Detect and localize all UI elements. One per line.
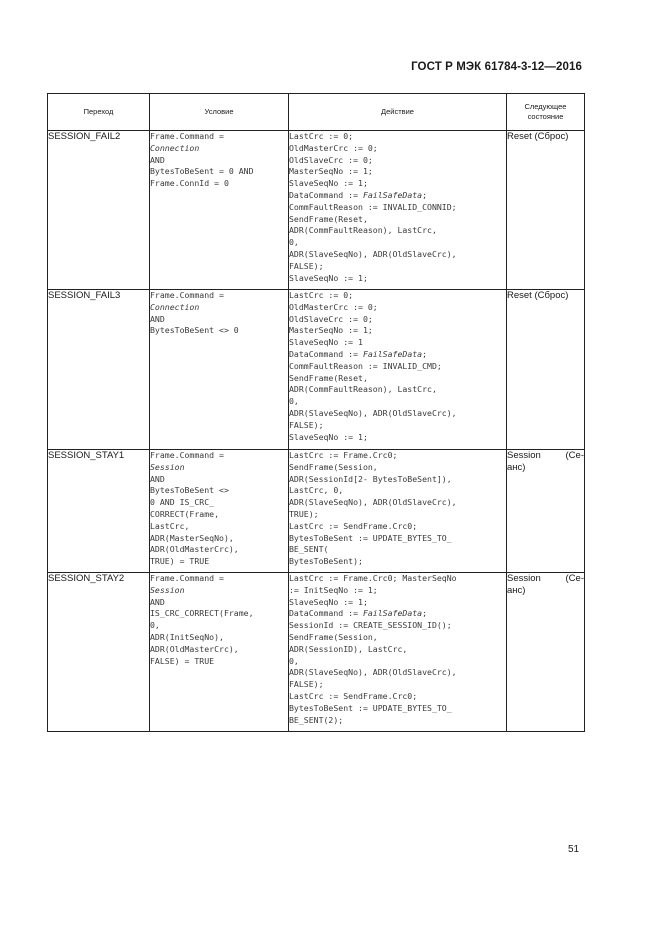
code-line-text: AND	[150, 596, 165, 607]
next-state-line	[507, 573, 584, 585]
next-state-cell	[507, 450, 585, 573]
code-line	[289, 509, 506, 521]
code-line-text: SendFrame(Reset,	[289, 213, 368, 224]
code-line	[289, 556, 506, 568]
code-line-text: FALSE);	[289, 419, 324, 430]
next-state-word: анс)	[507, 461, 526, 473]
column-header-transition: Переход	[48, 94, 150, 131]
code-line	[289, 585, 506, 597]
code-line-italic-term: FailSafeData	[362, 348, 423, 359]
code-line-text: 0,	[289, 237, 299, 248]
code-line-text: Frame.Command =	[150, 573, 224, 583]
code-line-text: Frame.Command =	[150, 290, 224, 300]
code-line-text: BytesToBeSent := UPDATE_BYTES_TO_	[289, 532, 452, 543]
code-line	[289, 249, 506, 261]
code-line-text: LastCrc,	[150, 520, 190, 531]
transition-cell: SESSION_FAIL3	[48, 290, 150, 450]
code-line-text: BytesToBeSent);	[289, 556, 363, 567]
code-line	[289, 190, 506, 202]
code-line-text: SlaveSeqNo := 1	[289, 337, 363, 348]
code-line-text: OldSlaveCrc := 0;	[289, 154, 373, 165]
action-cell	[289, 131, 507, 290]
code-line-text: SendFrame(Session,	[289, 631, 378, 642]
code-line-text: AND	[150, 313, 165, 324]
code-line-terminator: ;	[422, 348, 428, 359]
code-line	[289, 237, 506, 249]
code-line	[150, 608, 288, 620]
code-line-text: TRUE);	[289, 508, 319, 519]
next-state-word: анс)	[507, 584, 526, 596]
code-line	[289, 533, 506, 545]
code-line	[150, 556, 288, 568]
code-line	[289, 656, 506, 668]
next-state-cell	[507, 573, 585, 732]
code-line-text: LastCrc := 0;	[289, 290, 354, 300]
table-row	[48, 290, 585, 450]
column-header-next-state: Следующее состояние	[507, 94, 585, 131]
code-line	[150, 573, 288, 585]
code-line-text: ADR(SessionID), LastCrc,	[289, 643, 408, 654]
code-line	[289, 573, 506, 585]
code-line	[289, 131, 506, 143]
code-line-text: SessionId := CREATE_SESSION_ID();	[289, 620, 452, 631]
code-line-text: DataCommand :=	[289, 348, 363, 359]
code-line-text: OldSlaveCrc := 0;	[289, 313, 373, 324]
code-line-text: ADR(SlaveSeqNo), ADR(OldSlaveCrc),	[289, 248, 457, 259]
code-line-text: OldMasterCrc := 0;	[289, 301, 378, 312]
code-line-text: LastCrc := SendFrame.Crc0;	[289, 520, 418, 531]
code-line	[289, 521, 506, 533]
code-line	[289, 261, 506, 273]
table-row	[48, 131, 585, 290]
code-line	[289, 202, 506, 214]
column-header-action: Действие	[289, 94, 507, 131]
code-line	[150, 302, 288, 314]
code-line	[289, 703, 506, 715]
code-line-terminator: ;	[422, 189, 428, 200]
code-line	[289, 474, 506, 486]
next-state-cell: Reset (Сброс)	[507, 290, 585, 450]
code-line	[289, 302, 506, 314]
code-line-text: FALSE);	[289, 679, 324, 690]
code-line-text: SlaveSeqNo := 1;	[289, 272, 368, 283]
code-line-text: CommFaultReason := INVALID_CONNID;	[289, 201, 457, 212]
code-line	[150, 509, 288, 521]
next-state-word: (Се-	[565, 573, 584, 584]
code-line	[289, 143, 506, 155]
code-line	[289, 450, 506, 462]
code-line	[289, 273, 506, 285]
code-line-text: SendFrame(Session,	[289, 461, 378, 472]
code-line	[150, 656, 288, 668]
code-line-italic-term: FailSafeData	[362, 608, 423, 619]
action-cell	[289, 573, 507, 732]
document-standard-header: ГОСТ Р МЭК 61784-3-12—2016	[411, 61, 582, 73]
code-line-text: DataCommand :=	[289, 189, 363, 200]
code-line	[150, 462, 288, 474]
code-line-text: MasterSeqNo := 1;	[289, 166, 373, 177]
code-line-text: ADR(SlaveSeqNo), ADR(OldSlaveCrc),	[289, 497, 457, 508]
code-line-text: ADR(CommFaultReason), LastCrc,	[289, 225, 437, 236]
code-line-text: LastCrc, 0,	[289, 485, 344, 496]
code-line	[150, 533, 288, 545]
code-line	[289, 325, 506, 337]
code-line-text: CommFaultReason := INVALID_CMD;	[289, 360, 442, 371]
code-line	[289, 432, 506, 444]
code-line	[289, 715, 506, 727]
code-line-text: BytesToBeSent <>	[150, 485, 229, 496]
code-line	[150, 166, 288, 178]
code-line-text: LastCrc := Frame.Crc0;	[289, 450, 398, 460]
code-line	[150, 521, 288, 533]
next-state-word: Session	[507, 573, 541, 584]
code-line	[150, 544, 288, 556]
code-line	[150, 585, 288, 597]
code-line	[289, 349, 506, 361]
code-line-text: ADR(MasterSeqNo),	[150, 532, 234, 543]
code-line-text: ADR(InitSeqNo),	[150, 631, 224, 642]
next-state-line	[507, 450, 584, 462]
code-line	[289, 544, 506, 556]
code-line	[150, 474, 288, 486]
code-line-text: SendFrame(Reset,	[289, 372, 368, 383]
code-line-text: LastCrc := Frame.Crc0; MasterSeqNo	[289, 573, 457, 583]
code-line-text: MasterSeqNo := 1;	[289, 325, 373, 336]
code-line	[289, 314, 506, 326]
code-line-text: ADR(SessionId[2- BytesToBeSent]),	[289, 473, 452, 484]
code-line-text: DataCommand :=	[289, 608, 363, 619]
code-line	[289, 420, 506, 432]
code-line	[289, 214, 506, 226]
code-line	[150, 143, 288, 155]
code-line	[289, 408, 506, 420]
code-line	[289, 608, 506, 620]
code-line	[289, 620, 506, 632]
code-line-text: BytesToBeSent <> 0	[150, 325, 239, 336]
code-line	[150, 632, 288, 644]
condition-cell	[150, 573, 289, 732]
code-line-italic-term: FailSafeData	[362, 189, 423, 200]
code-line	[289, 597, 506, 609]
page-number: 51	[568, 844, 580, 855]
code-line-text: FALSE);	[289, 260, 324, 271]
code-line	[150, 450, 288, 462]
code-line-text: ADR(SlaveSeqNo), ADR(OldSlaveCrc),	[289, 407, 457, 418]
code-line	[289, 373, 506, 385]
code-line-text: Session	[150, 461, 185, 472]
code-line	[289, 290, 506, 302]
code-line-text: TRUE) = TRUE	[150, 556, 210, 567]
next-state-cell: Reset (Сброс)	[507, 131, 585, 290]
code-line	[289, 178, 506, 190]
code-line-text: Frame.Command =	[150, 450, 224, 460]
code-line-text: SlaveSeqNo := 1;	[289, 596, 368, 607]
code-line-text: LastCrc := 0;	[289, 131, 354, 141]
code-line	[289, 632, 506, 644]
transition-cell: SESSION_FAIL2	[48, 131, 150, 290]
condition-cell	[150, 450, 289, 573]
code-line	[150, 620, 288, 632]
code-line-text: FALSE) = TRUE	[150, 655, 215, 666]
column-header-condition: Условие	[150, 94, 289, 131]
code-line-text: CORRECT(Frame,	[150, 508, 220, 519]
code-line-text: SlaveSeqNo := 1;	[289, 431, 368, 442]
code-line	[289, 644, 506, 656]
code-line-text: 0,	[150, 620, 160, 631]
table-body	[48, 131, 585, 732]
code-line	[150, 497, 288, 509]
code-line	[289, 462, 506, 474]
code-line	[289, 361, 506, 373]
action-cell	[289, 450, 507, 573]
code-line-text: Frame.Command =	[150, 131, 224, 141]
code-line-text: Session	[150, 584, 185, 595]
code-line-text: BytesToBeSent = 0 AND	[150, 166, 254, 177]
code-line-text: AND	[150, 473, 165, 484]
code-line	[150, 178, 288, 190]
code-line-text: Connection	[150, 142, 200, 153]
code-line	[289, 225, 506, 237]
code-line-text: Connection	[150, 301, 200, 312]
code-line-text: IS_CRC_CORRECT(Frame,	[150, 608, 254, 619]
code-line	[150, 314, 288, 326]
code-line-text: ADR(CommFaultReason), LastCrc,	[289, 384, 437, 395]
code-line	[150, 485, 288, 497]
code-line	[150, 644, 288, 656]
code-line	[150, 290, 288, 302]
code-line-text: ADR(OldMasterCrc),	[150, 544, 239, 555]
code-line-text: := InitSeqNo := 1;	[289, 584, 378, 595]
state-transition-table	[47, 93, 585, 732]
action-cell	[289, 290, 507, 450]
code-line-text: 0 AND IS_CRC_	[150, 497, 215, 508]
code-line-text: LastCrc := SendFrame.Crc0;	[289, 690, 418, 701]
code-line-text: 0,	[289, 396, 299, 407]
table-header-row	[48, 94, 585, 131]
transition-cell: SESSION_STAY1	[48, 450, 150, 573]
code-line	[289, 166, 506, 178]
code-line	[150, 131, 288, 143]
transition-cell: SESSION_STAY2	[48, 573, 150, 732]
condition-cell	[150, 290, 289, 450]
code-line-text: Frame.ConnId = 0	[150, 178, 229, 189]
table-row	[48, 450, 585, 573]
code-line-text: OldMasterCrc := 0;	[289, 142, 378, 153]
code-line	[289, 679, 506, 691]
code-line	[289, 396, 506, 408]
code-line-terminator: ;	[422, 608, 428, 619]
next-state-word: (Се-	[565, 450, 584, 461]
code-line	[289, 691, 506, 703]
code-line-text: ADR(SlaveSeqNo), ADR(OldSlaveCrc),	[289, 667, 457, 678]
code-line	[289, 155, 506, 167]
code-line-text: 0,	[289, 655, 299, 666]
code-line	[150, 155, 288, 167]
next-state-word: Session	[507, 450, 541, 461]
code-line	[289, 485, 506, 497]
code-line	[150, 325, 288, 337]
code-line-text: SlaveSeqNo := 1;	[289, 178, 368, 189]
code-line-text: AND	[150, 154, 165, 165]
code-line	[289, 337, 506, 349]
code-line-text: BE_SENT(	[289, 544, 329, 555]
code-line	[289, 384, 506, 396]
condition-cell	[150, 131, 289, 290]
code-line	[289, 497, 506, 509]
code-line	[289, 667, 506, 679]
code-line	[150, 597, 288, 609]
table-row	[48, 573, 585, 732]
code-line-text: BE_SENT(2);	[289, 714, 344, 725]
code-line-text: ADR(OldMasterCrc),	[150, 643, 239, 654]
code-line-text: BytesToBeSent := UPDATE_BYTES_TO_	[289, 702, 452, 713]
